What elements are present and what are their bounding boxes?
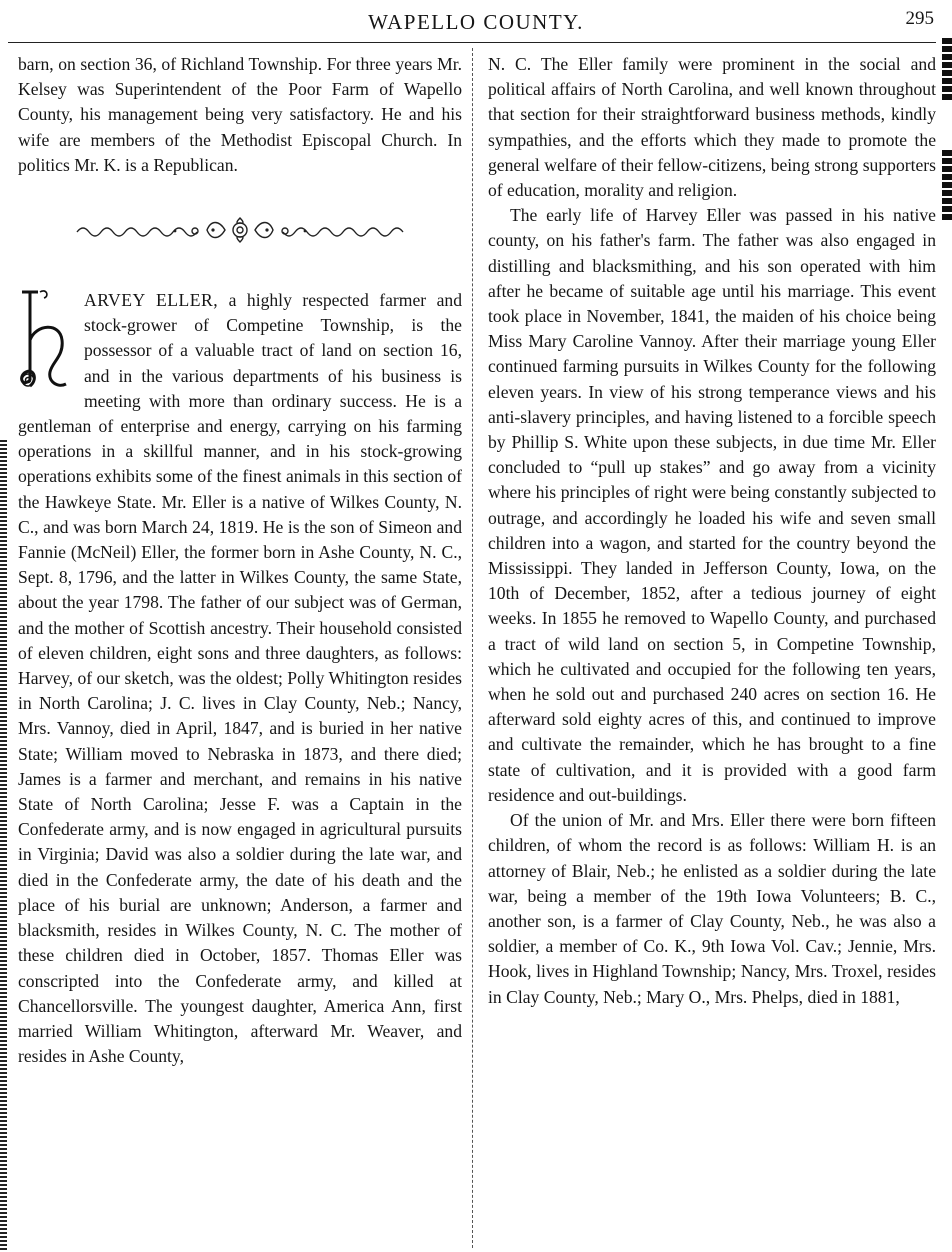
running-head <box>0 6 952 36</box>
running-title: WAPELLO COUNTY. <box>368 10 584 34</box>
paragraph-children: Of the union of Mr. and Mrs. Eller there were born fifteen children, of whom the record is as follows: William H. is an attorney of Blair, Neb.; he enlisted as a soldier during the late war, being a member of the 19th Iowa Volunteers; B. C., another son, is a farmer of Clay County, Neb., he was also a soldier, a member of Co. K., 9th Iowa Vol. Cav.; Jennie, Mrs. Hook, lives in Highland Township; Nancy, Mrs. Troxel, resides in Clay County, Neb.; Mary O., Mrs. Phelps, died in 1881, <box>488 810 936 1007</box>
left-margin-border <box>0 440 7 1250</box>
right-column <box>488 52 936 1010</box>
eller-biography <box>18 288 462 1069</box>
paragraph-kelsey-end: barn, on section 36, of Richland Township. For three years Mr. Kelsey was Superintendent of the Poor Farm of Wapello County, his management being very satisfactory. He and his wife are members of the Methodist Episcopal Church. In politics Mr. K. is a Republican. <box>18 54 462 175</box>
header-rule <box>8 42 936 43</box>
paragraph-family-prominence: N. C. The Eller family were prominent in the social and political affairs of North Carolina, and well known throughout that section for their straightforward business methods, kindly sympathies, and the efforts which they made to promote the general welfare of their fellow-citizens, being strong supporters of education, morality and religion. <box>488 54 936 201</box>
dropcap-h-icon <box>16 288 78 394</box>
paragraph-eller-intro <box>18 288 462 1069</box>
lead-name: ARVEY ELLER, <box>84 290 219 311</box>
column-divider <box>472 48 473 1248</box>
left-column <box>18 52 462 1069</box>
page-number: 295 <box>905 8 934 29</box>
ornament-divider <box>18 198 462 262</box>
page-edge-mark <box>942 38 952 100</box>
flourish-ornament-icon <box>75 216 405 244</box>
page-edge-mark <box>942 150 952 220</box>
paragraph-eller-intro-text: a highly respected farmer and stock-grower of Competine Township, is the possessor of a valuable tract of land on section 16, and in the various departments of his business is meeting with more than ordinary success. He is a gentleman of enterprise and energy, carrying on his farming operations in a skillful manner, and in his stock-growing operations exhibits some of the finest animals in this section of the Hawkeye State. Mr. Eller is a native of Wilkes County, N. C., and was born March 24, 1819. He is the son of Simeon and Fannie (McNeil) Eller, the former born in Ashe County, N. C., Sept. 8, 1796, and the latter in Wilkes County, the same State, about the year 1798. The father of our subject was of German, and the mother of Scottish ancestry. Their household consisted of eleven children, eight sons and three daughters, as follows: Harvey, of our sketch, was the oldest; Polly Whitington resides in North Carolina; J. C. lives in Clay County, Neb.; Nancy, Mrs. Vannoy, died in April, 1847, and is buried in her native State; William moved to Nebraska in 1873, and there died; James is a farmer and merchant, and remains in his native State of North Carolina; Jesse F. was a Captain in the Confederate army, and is now engaged in agricultural pursuits in Virginia; David was also a soldier during the late war, and died in the Confederate army, the date of his death and the place of his burial are unknown; Anderson, a farmer and blacksmith, resides in Wilkes County, N. C. The mother of these children died in October, 1857. Thomas Eller was conscripted into the Confederate army, and killed at Chancellorsville. The youngest daughter, America Ann, first married William Whitington, afterward Mr. Weaver, and resides in Ashe County, <box>18 290 462 1067</box>
paragraph-early-life: The early life of Harvey Eller was passed in his native county, on his father's farm. The father was also engaged in distilling and blacksmithing, and his son operated with him after he became of suitable age until his marriage. This event took place in November, 1841, the maiden of his choice being Miss Mary Caroline Vannoy. After their marriage young Eller continued farming pursuits in Wilkes County for the following eleven years. In view of his strong temperance views and his anti-slavery principles, and having listened to a forcible speech by Phillip S. White upon these subjects, in due time Mr. Eller concluded to “pull up stakes” and go away from a vicinity where his principles of right were being constantly subjected to outrage, and accordingly he loaded his wife and seven small children into a wagon, and started for the country beyond the Mississippi. They landed in Jefferson County, Iowa, on the 10th of December, 1852, after a tedious journey of eight weeks. In 1855 he removed to Wapello County, and purchased a tract of wild land on section 5, in Competine Township, which he cultivated and occupied for the following ten years, when he sold out and purchased 240 acres on section 16. He afterward sold eighty acres of this, and continued to improve and cultivate the remainder, which he has brought to a fine state of cultivation, and it is provided with a good farm residence and out-buildings. <box>488 205 936 805</box>
